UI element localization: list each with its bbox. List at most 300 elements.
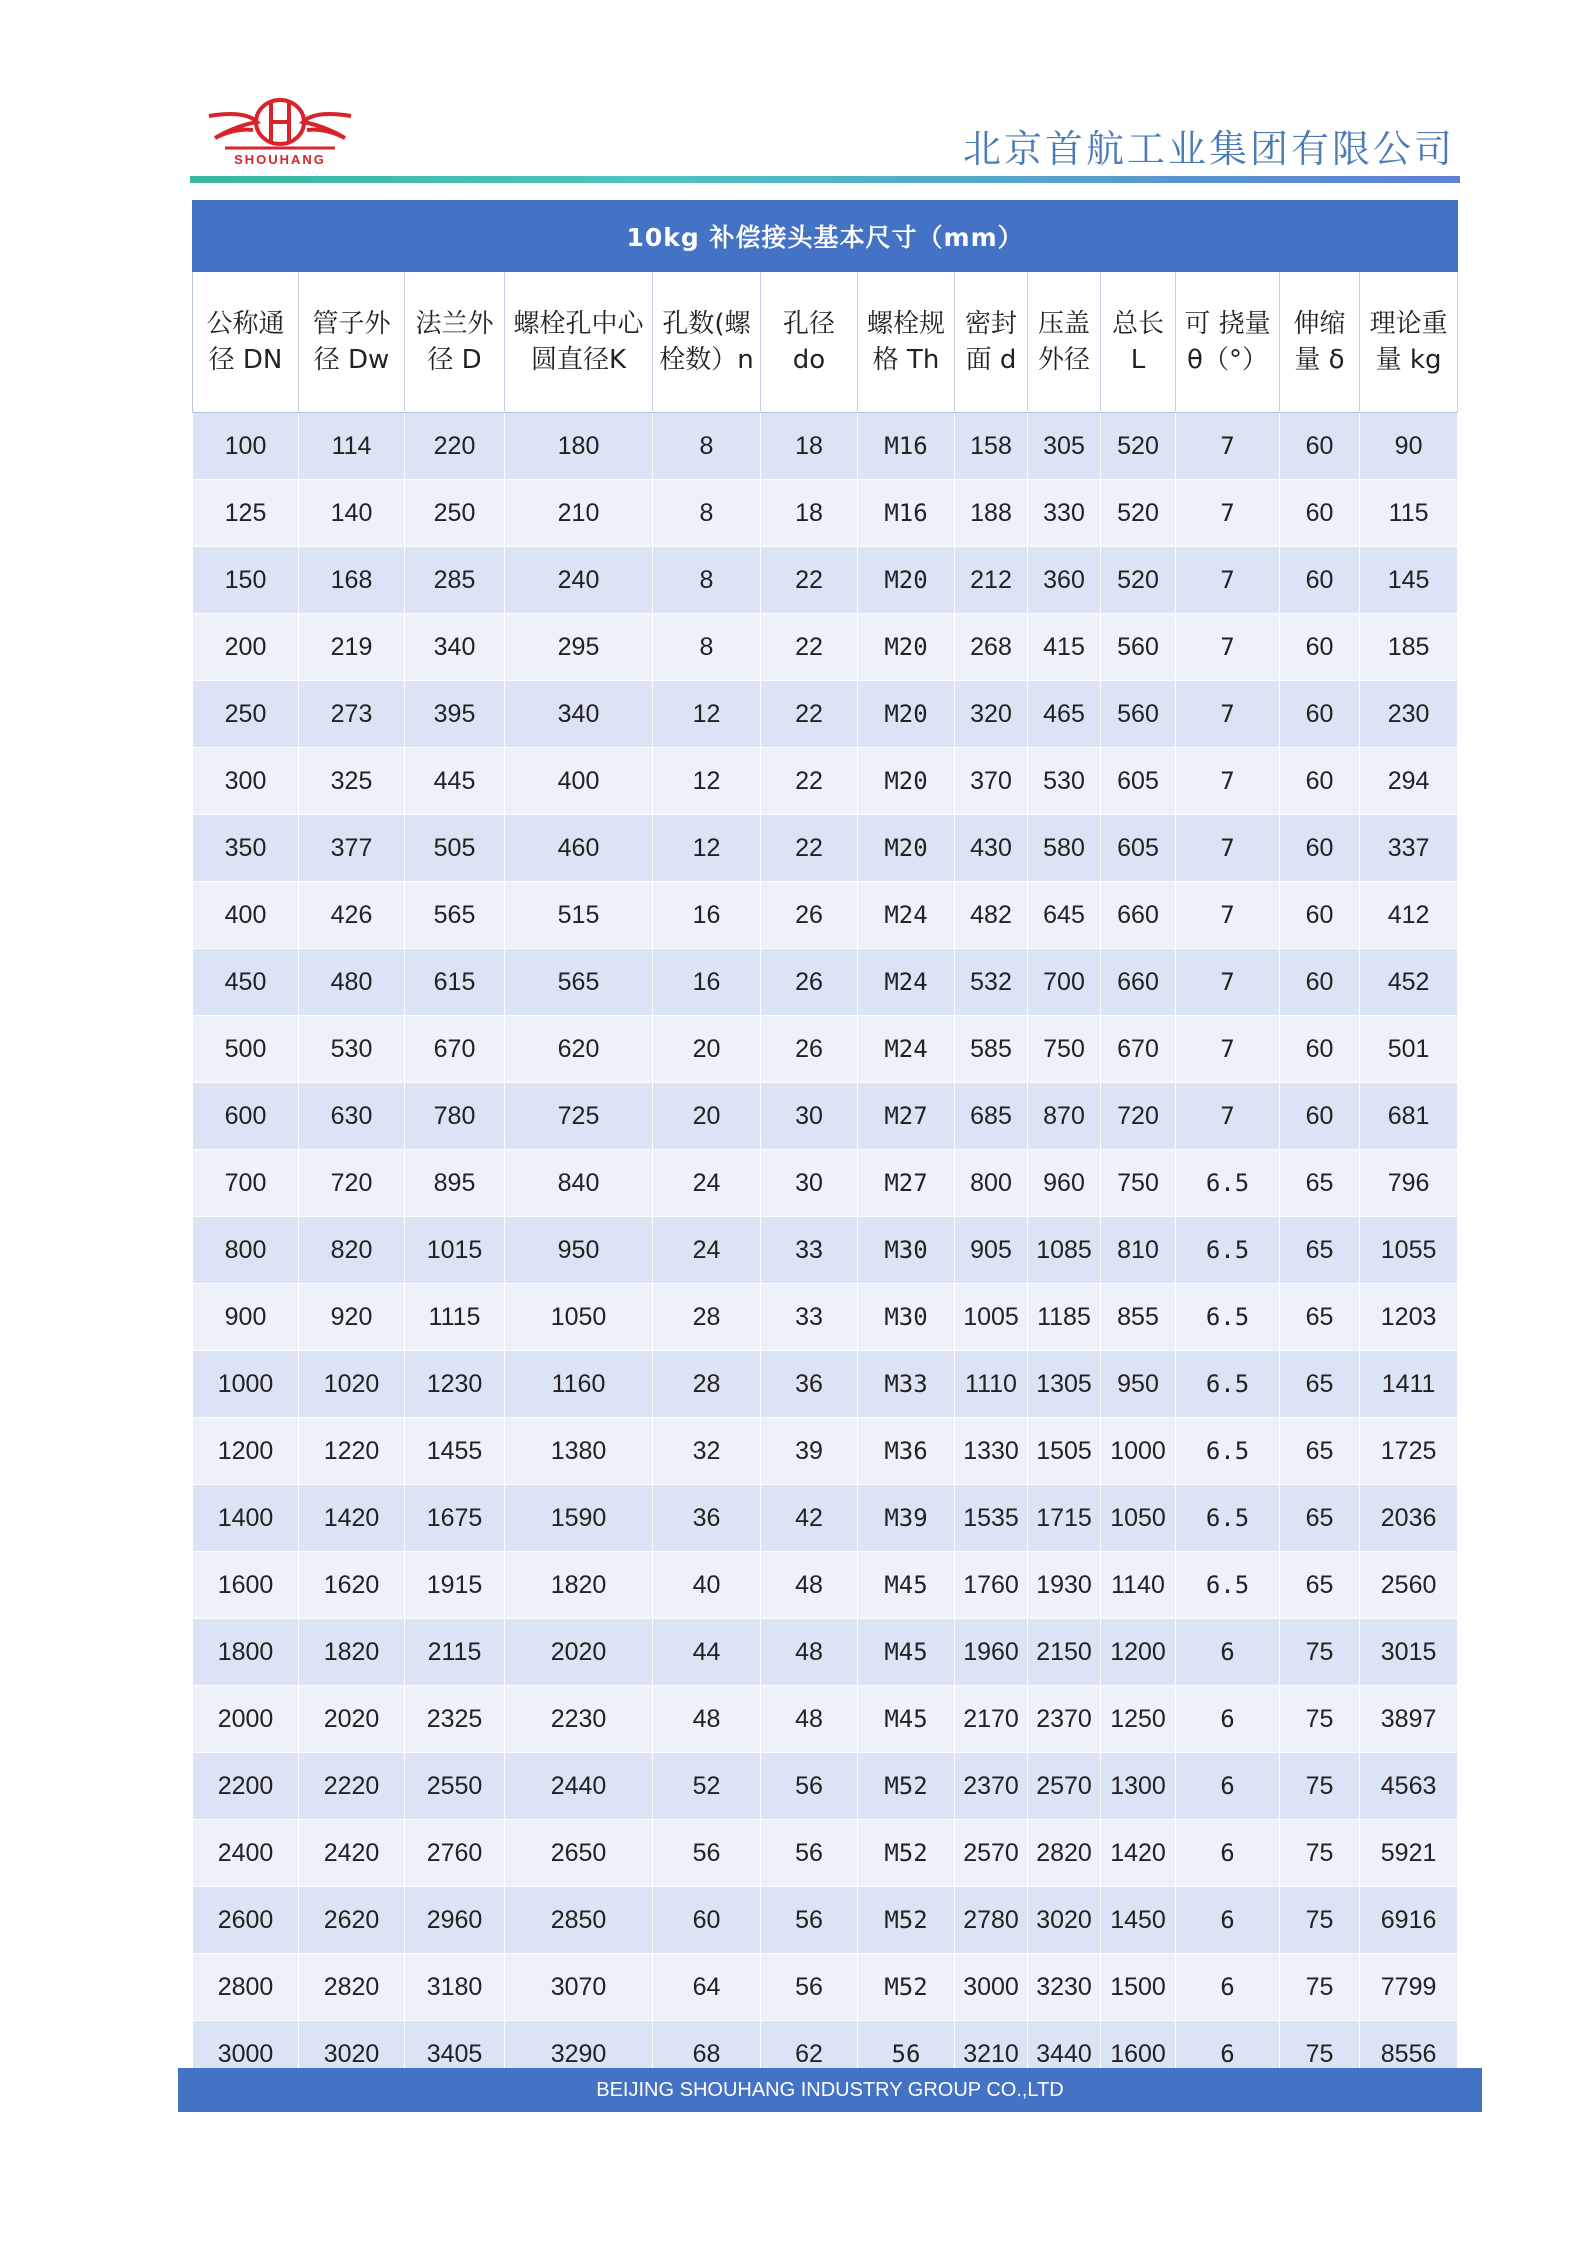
- table-cell: 56: [761, 1887, 858, 1954]
- table-cell: 219: [299, 614, 405, 681]
- table-row: [193, 815, 1458, 882]
- table-cell: M20: [858, 681, 955, 748]
- table-cell: 530: [299, 1016, 405, 1083]
- table-cell: 565: [505, 949, 653, 1016]
- table-cell: 1085: [1028, 1217, 1101, 1284]
- table-cell: 685: [955, 1083, 1028, 1150]
- table-cell: 430: [955, 815, 1028, 882]
- table-cell: 188: [955, 480, 1028, 547]
- table-cell: 48: [761, 1552, 858, 1619]
- column-header: 孔径 do: [761, 272, 858, 413]
- table-cell: 1800: [193, 1619, 299, 1686]
- table-cell: 6: [1176, 1954, 1280, 2021]
- table-cell: 26: [761, 882, 858, 949]
- table-cell: 605: [1101, 748, 1176, 815]
- column-header: 密封面 d: [955, 272, 1028, 413]
- table-cell: 2650: [505, 1820, 653, 1887]
- table-title: 10kg 补偿接头基本尺寸（mm）: [193, 201, 1458, 272]
- table-cell: 3230: [1028, 1954, 1101, 2021]
- table-cell: 28: [653, 1284, 761, 1351]
- table-cell: 3440: [1028, 2021, 1101, 2088]
- table-cell: 670: [1101, 1016, 1176, 1083]
- table-cell: 1200: [1101, 1619, 1176, 1686]
- table-row: [193, 1820, 1458, 1887]
- table-cell: 1055: [1360, 1217, 1458, 1284]
- table-cell: 340: [405, 614, 505, 681]
- table-cell: 2570: [1028, 1753, 1101, 1820]
- table-cell: 700: [193, 1150, 299, 1217]
- table-cell: 1050: [1101, 1485, 1176, 1552]
- column-header: 公称通径 DN: [193, 272, 299, 413]
- column-header: 伸缩量 δ: [1280, 272, 1360, 413]
- table-cell: 1115: [405, 1284, 505, 1351]
- table-cell: 1620: [299, 1552, 405, 1619]
- table-cell: 240: [505, 547, 653, 614]
- table-cell: 48: [761, 1619, 858, 1686]
- table-cell: 2200: [193, 1753, 299, 1820]
- table-cell: 24: [653, 1217, 761, 1284]
- table-cell: 18: [761, 413, 858, 480]
- table-cell: 30: [761, 1083, 858, 1150]
- table-cell: M45: [858, 1686, 955, 1753]
- table-cell: 1820: [299, 1619, 405, 1686]
- table-cell: 1400: [193, 1485, 299, 1552]
- table-cell: 6: [1176, 1887, 1280, 1954]
- table-cell: 6.5: [1176, 1351, 1280, 1418]
- table-cell: 465: [1028, 681, 1101, 748]
- table-cell: 480: [299, 949, 405, 1016]
- table-cell: 7: [1176, 1016, 1280, 1083]
- table-cell: 370: [955, 748, 1028, 815]
- table-cell: 56: [761, 1753, 858, 1820]
- table-cell: 2220: [299, 1753, 405, 1820]
- logo-text: SHOUHANG: [234, 152, 326, 167]
- table-cell: 65: [1280, 1351, 1360, 1418]
- table-cell: 605: [1101, 815, 1176, 882]
- table-cell: 532: [955, 949, 1028, 1016]
- table-cell: 210: [505, 480, 653, 547]
- table-cell: 2115: [405, 1619, 505, 1686]
- table-cell: 530: [1028, 748, 1101, 815]
- table-cell: 168: [299, 547, 405, 614]
- table-cell: 65: [1280, 1284, 1360, 1351]
- table-cell: 1675: [405, 1485, 505, 1552]
- table-cell: 565: [405, 882, 505, 949]
- table-cell: 90: [1360, 413, 1458, 480]
- footer-bar: BEIJING SHOUHANG INDUSTRY GROUP CO.,LTD: [178, 2068, 1482, 2112]
- table-cell: 482: [955, 882, 1028, 949]
- column-header: 孔数(螺栓数）n: [653, 272, 761, 413]
- table-row: [193, 882, 1458, 949]
- table-cell: 1015: [405, 1217, 505, 1284]
- table-cell: 1305: [1028, 1351, 1101, 1418]
- table-cell: 295: [505, 614, 653, 681]
- table-cell: 7: [1176, 547, 1280, 614]
- table-row: [193, 413, 1458, 480]
- table-cell: M20: [858, 748, 955, 815]
- table-cell: 1380: [505, 1418, 653, 1485]
- table-row: [193, 681, 1458, 748]
- table-row: [193, 614, 1458, 681]
- table-cell: 7: [1176, 882, 1280, 949]
- table-cell: 268: [955, 614, 1028, 681]
- table-cell: 337: [1360, 815, 1458, 882]
- dimension-table-wrap: [192, 200, 1457, 2088]
- table-cell: 305: [1028, 413, 1101, 480]
- table-cell: 1500: [1101, 1954, 1176, 2021]
- table-cell: 7: [1176, 614, 1280, 681]
- table-cell: 895: [405, 1150, 505, 1217]
- table-cell: M30: [858, 1217, 955, 1284]
- table-cell: 505: [405, 815, 505, 882]
- table-cell: 60: [1280, 681, 1360, 748]
- table-cell: 7: [1176, 480, 1280, 547]
- table-cell: 75: [1280, 1820, 1360, 1887]
- table-cell: M16: [858, 480, 955, 547]
- table-cell: 125: [193, 480, 299, 547]
- table-cell: 100: [193, 413, 299, 480]
- table-cell: 65: [1280, 1485, 1360, 1552]
- table-title-row: [193, 201, 1458, 272]
- table-cell: M52: [858, 1887, 955, 1954]
- table-cell: 2230: [505, 1686, 653, 1753]
- table-row: [193, 1954, 1458, 2021]
- table-cell: 700: [1028, 949, 1101, 1016]
- table-cell: 1000: [1101, 1418, 1176, 1485]
- header-divider: [190, 176, 1460, 183]
- table-cell: 426: [299, 882, 405, 949]
- table-cell: 75: [1280, 1753, 1360, 1820]
- table-cell: 65: [1280, 1150, 1360, 1217]
- table-cell: 60: [1280, 480, 1360, 547]
- table-row: [193, 1016, 1458, 1083]
- table-cell: 1760: [955, 1552, 1028, 1619]
- table-cell: 48: [653, 1686, 761, 1753]
- table-cell: 2760: [405, 1820, 505, 1887]
- table-cell: 520: [1101, 480, 1176, 547]
- table-cell: 1220: [299, 1418, 405, 1485]
- table-cell: 7: [1176, 748, 1280, 815]
- table-cell: 460: [505, 815, 653, 882]
- table-cell: 2780: [955, 1887, 1028, 1954]
- table-row: [193, 1887, 1458, 1954]
- table-cell: 60: [653, 1887, 761, 1954]
- table-cell: 60: [1280, 882, 1360, 949]
- table-cell: 450: [193, 949, 299, 1016]
- table-cell: 855: [1101, 1284, 1176, 1351]
- table-cell: 75: [1280, 2021, 1360, 2088]
- table-cell: 1411: [1360, 1351, 1458, 1418]
- table-cell: 1450: [1101, 1887, 1176, 1954]
- table-cell: 750: [1101, 1150, 1176, 1217]
- table-cell: 5921: [1360, 1820, 1458, 1887]
- table-cell: 350: [193, 815, 299, 882]
- table-row: [193, 1150, 1458, 1217]
- company-name: 北京首航工业集团有限公司: [962, 127, 1455, 171]
- table-cell: 900: [193, 1284, 299, 1351]
- logo-icon: [205, 92, 355, 172]
- table-cell: 3020: [1028, 1887, 1101, 1954]
- table-cell: 520: [1101, 413, 1176, 480]
- table-cell: 3000: [955, 1954, 1028, 2021]
- table-cell: 2600: [193, 1887, 299, 1954]
- table-cell: 140: [299, 480, 405, 547]
- table-cell: 1300: [1101, 1753, 1176, 1820]
- table-cell: 60: [1280, 547, 1360, 614]
- table-cell: 500: [193, 1016, 299, 1083]
- table-cell: 1590: [505, 1485, 653, 1552]
- table-cell: 725: [505, 1083, 653, 1150]
- table-cell: M52: [858, 1753, 955, 1820]
- table-cell: 1420: [299, 1485, 405, 1552]
- table-cell: 580: [1028, 815, 1101, 882]
- table-cell: 1600: [1101, 2021, 1176, 2088]
- table-cell: 2800: [193, 1954, 299, 2021]
- column-header: 总长 L: [1101, 272, 1176, 413]
- table-cell: 445: [405, 748, 505, 815]
- table-cell: 330: [1028, 480, 1101, 547]
- table-cell: 42: [761, 1485, 858, 1552]
- table-cell: 30: [761, 1150, 858, 1217]
- table-cell: 3070: [505, 1954, 653, 2021]
- table-cell: 250: [405, 480, 505, 547]
- table-cell: 2560: [1360, 1552, 1458, 1619]
- table-cell: 1505: [1028, 1418, 1101, 1485]
- table-cell: 36: [653, 1485, 761, 1552]
- table-cell: 22: [761, 815, 858, 882]
- table-row: [193, 748, 1458, 815]
- table-cell: 158: [955, 413, 1028, 480]
- table-cell: 33: [761, 1217, 858, 1284]
- table-cell: 870: [1028, 1083, 1101, 1150]
- table-cell: 22: [761, 614, 858, 681]
- table-cell: 1960: [955, 1619, 1028, 1686]
- table-cell: 40: [653, 1552, 761, 1619]
- table-cell: 3290: [505, 2021, 653, 2088]
- table-cell: 810: [1101, 1217, 1176, 1284]
- table-cell: 32: [653, 1418, 761, 1485]
- table-cell: 56: [858, 2021, 955, 2088]
- table-cell: 8: [653, 614, 761, 681]
- table-cell: M20: [858, 547, 955, 614]
- table-row: [193, 949, 1458, 1016]
- column-header: 螺栓规格 Th: [858, 272, 955, 413]
- table-cell: 1005: [955, 1284, 1028, 1351]
- table-cell: 145: [1360, 547, 1458, 614]
- table-cell: 615: [405, 949, 505, 1016]
- table-cell: 520: [1101, 547, 1176, 614]
- table-cell: 6: [1176, 2021, 1280, 2088]
- table-cell: 22: [761, 681, 858, 748]
- table-cell: 52: [653, 1753, 761, 1820]
- table-cell: 3020: [299, 2021, 405, 2088]
- table-cell: 630: [299, 1083, 405, 1150]
- table-cell: 150: [193, 547, 299, 614]
- table-cell: 22: [761, 748, 858, 815]
- table-cell: 6.5: [1176, 1485, 1280, 1552]
- table-cell: 960: [1028, 1150, 1101, 1217]
- table-cell: 720: [1101, 1083, 1176, 1150]
- table-cell: 645: [1028, 882, 1101, 949]
- table-cell: M24: [858, 949, 955, 1016]
- table-cell: 2960: [405, 1887, 505, 1954]
- table-cell: M27: [858, 1150, 955, 1217]
- table-cell: 60: [1280, 949, 1360, 1016]
- table-cell: 7: [1176, 681, 1280, 748]
- table-cell: 75: [1280, 1887, 1360, 1954]
- table-cell: 1160: [505, 1351, 653, 1418]
- table-cell: 820: [299, 1217, 405, 1284]
- table-cell: 48: [761, 1686, 858, 1753]
- table-cell: 68: [653, 2021, 761, 2088]
- table-cell: 660: [1101, 949, 1176, 1016]
- table-cell: 75: [1280, 1954, 1360, 2021]
- table-cell: 12: [653, 681, 761, 748]
- table-cell: 56: [653, 1820, 761, 1887]
- table-cell: 44: [653, 1619, 761, 1686]
- table-cell: 515: [505, 882, 653, 949]
- table-header-row: [193, 272, 1458, 413]
- table-cell: 6.5: [1176, 1150, 1280, 1217]
- table-cell: 800: [193, 1217, 299, 1284]
- table-cell: 185: [1360, 614, 1458, 681]
- table-cell: 6.5: [1176, 1217, 1280, 1284]
- table-cell: M24: [858, 1016, 955, 1083]
- table-cell: 1420: [1101, 1820, 1176, 1887]
- column-header: 管子外径 Dw: [299, 272, 405, 413]
- table-cell: 1535: [955, 1485, 1028, 1552]
- table-cell: 750: [1028, 1016, 1101, 1083]
- table-cell: 230: [1360, 681, 1458, 748]
- table-cell: 3897: [1360, 1686, 1458, 1753]
- table-cell: 65: [1280, 1552, 1360, 1619]
- table-row: [193, 1351, 1458, 1418]
- table-cell: 1200: [193, 1418, 299, 1485]
- table-cell: 62: [761, 2021, 858, 2088]
- table-cell: 212: [955, 547, 1028, 614]
- table-cell: 8556: [1360, 2021, 1458, 2088]
- table-cell: 1455: [405, 1418, 505, 1485]
- table-cell: 6.5: [1176, 1284, 1280, 1351]
- table-cell: 400: [505, 748, 653, 815]
- table-cell: 273: [299, 681, 405, 748]
- table-cell: 840: [505, 1150, 653, 1217]
- table-cell: 18: [761, 480, 858, 547]
- table-cell: 2400: [193, 1820, 299, 1887]
- table-cell: 3405: [405, 2021, 505, 2088]
- table-cell: 1915: [405, 1552, 505, 1619]
- table-cell: 1110: [955, 1351, 1028, 1418]
- table-row: [193, 547, 1458, 614]
- table-cell: 7: [1176, 949, 1280, 1016]
- table-cell: 12: [653, 748, 761, 815]
- table-cell: 60: [1280, 1083, 1360, 1150]
- table-cell: 325: [299, 748, 405, 815]
- table-cell: 64: [653, 1954, 761, 2021]
- table-cell: 2170: [955, 1686, 1028, 1753]
- table-cell: 1600: [193, 1552, 299, 1619]
- table-row: [193, 1217, 1458, 1284]
- table-cell: 3180: [405, 1954, 505, 2021]
- table-cell: 3210: [955, 2021, 1028, 2088]
- table-cell: 294: [1360, 748, 1458, 815]
- table-body: [193, 413, 1458, 2088]
- table-cell: M33: [858, 1351, 955, 1418]
- table-cell: 6.5: [1176, 1552, 1280, 1619]
- table-cell: 75: [1280, 1619, 1360, 1686]
- table-cell: 4563: [1360, 1753, 1458, 1820]
- table-cell: 1020: [299, 1351, 405, 1418]
- table-cell: 8: [653, 480, 761, 547]
- table-cell: 377: [299, 815, 405, 882]
- table-row: [193, 480, 1458, 547]
- table-cell: M20: [858, 815, 955, 882]
- table-cell: 796: [1360, 1150, 1458, 1217]
- table-cell: M30: [858, 1284, 955, 1351]
- table-cell: 75: [1280, 1686, 1360, 1753]
- table-cell: 20: [653, 1083, 761, 1150]
- table-cell: 2150: [1028, 1619, 1101, 1686]
- table-cell: 560: [1101, 614, 1176, 681]
- table-cell: 39: [761, 1418, 858, 1485]
- dimension-table: [192, 200, 1458, 2088]
- table-cell: 16: [653, 949, 761, 1016]
- table-cell: 360: [1028, 547, 1101, 614]
- table-cell: M16: [858, 413, 955, 480]
- table-cell: 300: [193, 748, 299, 815]
- table-cell: 2325: [405, 1686, 505, 1753]
- table-cell: M20: [858, 614, 955, 681]
- table-cell: 250: [193, 681, 299, 748]
- table-cell: 501: [1360, 1016, 1458, 1083]
- table-cell: 2370: [1028, 1686, 1101, 1753]
- table-cell: 395: [405, 681, 505, 748]
- table-cell: 28: [653, 1351, 761, 1418]
- table-row: [193, 1284, 1458, 1351]
- table-cell: 2420: [299, 1820, 405, 1887]
- table-cell: M45: [858, 1619, 955, 1686]
- table-cell: 3000: [193, 2021, 299, 2088]
- table-cell: 114: [299, 413, 405, 480]
- table-cell: 1000: [193, 1351, 299, 1418]
- table-cell: 1250: [1101, 1686, 1176, 1753]
- table-cell: 620: [505, 1016, 653, 1083]
- table-cell: 340: [505, 681, 653, 748]
- table-cell: 1230: [405, 1351, 505, 1418]
- table-cell: 585: [955, 1016, 1028, 1083]
- table-cell: 33: [761, 1284, 858, 1351]
- table-cell: 56: [761, 1820, 858, 1887]
- table-cell: M45: [858, 1552, 955, 1619]
- column-header: 螺栓孔中心圆直径K: [505, 272, 653, 413]
- table-cell: 6: [1176, 1619, 1280, 1686]
- table-cell: 180: [505, 413, 653, 480]
- table-cell: 3015: [1360, 1619, 1458, 1686]
- table-cell: M27: [858, 1083, 955, 1150]
- table-row: [193, 1083, 1458, 1150]
- table-cell: 2020: [505, 1619, 653, 1686]
- table-cell: 2020: [299, 1686, 405, 1753]
- table-cell: 6: [1176, 1753, 1280, 1820]
- column-header: 可 挠量 θ（°）: [1176, 272, 1280, 413]
- table-cell: 1930: [1028, 1552, 1101, 1619]
- table-cell: 950: [1101, 1351, 1176, 1418]
- table-cell: 950: [505, 1217, 653, 1284]
- table-cell: M24: [858, 882, 955, 949]
- table-cell: 1330: [955, 1418, 1028, 1485]
- table-cell: M36: [858, 1418, 955, 1485]
- table-cell: 415: [1028, 614, 1101, 681]
